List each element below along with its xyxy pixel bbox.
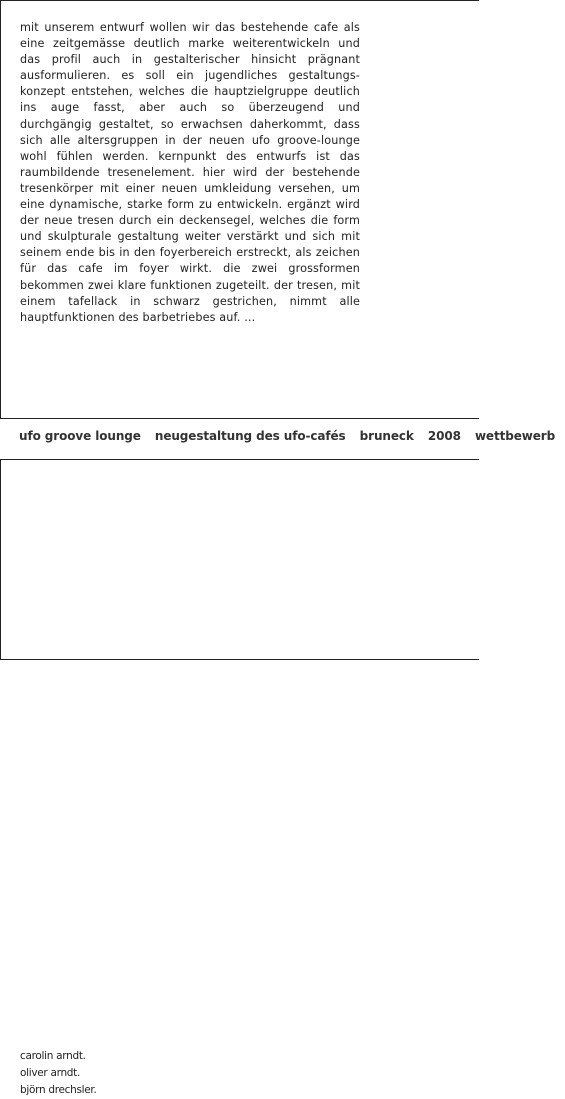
project-description: mit unserem entwurf wollen wir das bestehende cafe als eine zeitgemässe deutlich marke weiterentwickeln und das profil auch in gestalterischer hinsicht prägnant ausformulieren. es soll ein jugendliches gestaltungs-konzept entstehen, welches die hauptzielgruppe deutlich ins auge fasst, aber auch so überzeugend und durchgängig gestaltet, so erwachsen daherkommt, dass sich alle altersgruppen in der neuen ufo groove-lounge wohl fühlen werden. kernpunkt des entwurfs ist das raumbildende tresenelement. hier wird der bestehende tresenkörper mit einer neuen umkleidung versehen, um eine dynamische, starke form zu entwickeln. ergänzt wird der neue tresen durch ein deckensegel, welches die form und skulpturale gestaltung weiter verstärkt und sich mit seinem ende bis in den foyerbereich erstreckt, als zeichen für das cafe im foyer wirkt. die zwei grossformen bekommen zwei klare funktionen zugeteilt. der tresen, mit einem tafellack in schwarz gestrichen, nimmt alle hauptfunktionen des barbetriebes auf. ... [20, 21, 360, 324]
project-name: ufo groove lounge [19, 429, 141, 443]
credits-panel [0, 459, 479, 1096]
project-location: bruneck [359, 429, 414, 443]
text-panel [0, 0, 479, 419]
author-list [20, 1048, 97, 1099]
project-type: wettbewerb [474, 429, 556, 443]
project-subtitle: neugestaltung des ufo-cafés [154, 429, 346, 443]
author-name: carolin arndt. [20, 1050, 86, 1062]
author-name: oliver arndt. [20, 1067, 81, 1079]
title-bar [19, 429, 565, 443]
project-year: 2008 [427, 429, 461, 443]
author-name: björn drechsler. [20, 1084, 97, 1096]
